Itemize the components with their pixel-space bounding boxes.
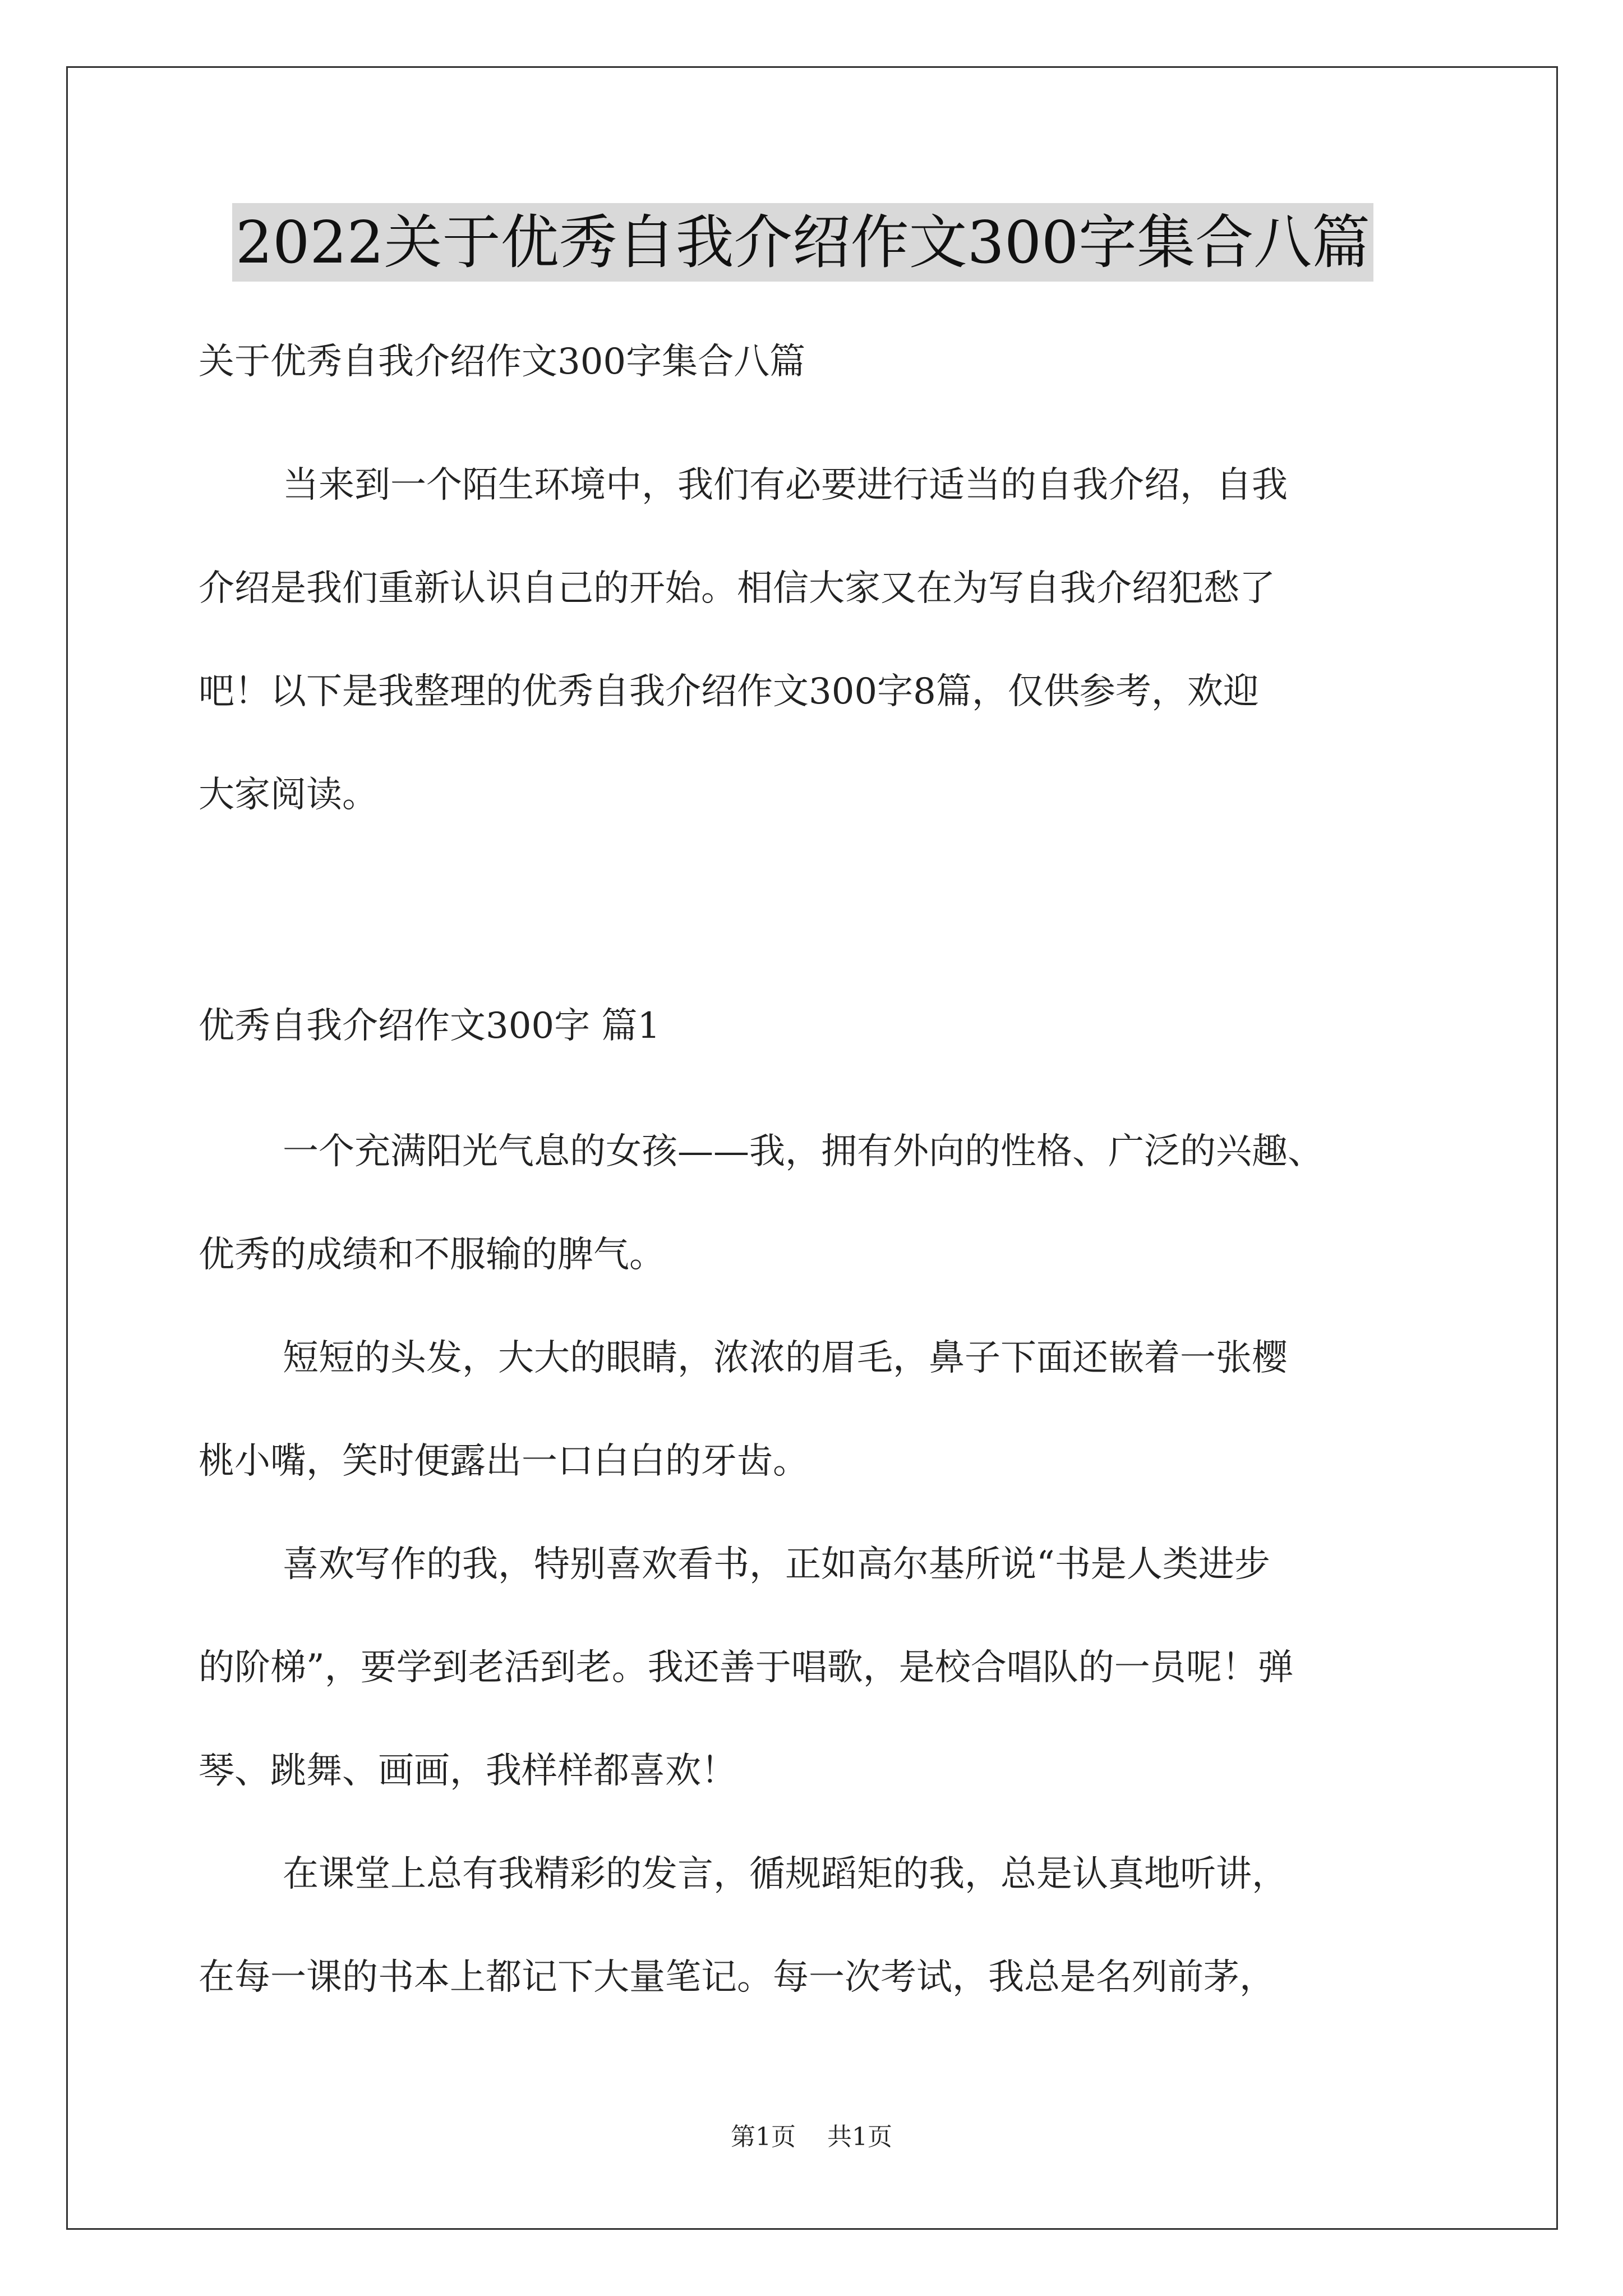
body-paragraph-line: 喜欢写作的我，特别喜欢看书，正如高尔基所说“书是人类进步 [283,1544,1270,1585]
intro-paragraph-line: 介绍是我们重新认识自己的开始。相信大家又在为写自我介绍犯愁了 [199,568,1275,609]
body-paragraph-line: 桃小嘴，笑时便露出一口白白的牙齿。 [199,1441,809,1482]
page-total: 共1页 [827,2123,892,2151]
document-title: 2022关于优秀自我介绍作文300字集合八篇 [232,203,1373,282]
body-paragraph-line: 优秀的成绩和不服输的脾气。 [199,1234,665,1276]
body-paragraph-line: 琴、跳舞、画画，我样样都喜欢！ [199,1750,737,1792]
subtitle-line: 关于优秀自我介绍作文300字集合八篇 [199,341,806,383]
body-paragraph-line: 的阶梯”，要学到老活到老。我还善于唱歌，是校合唱队的一员呢！弹 [199,1647,1294,1688]
page-number: 第1页 [731,2123,796,2151]
body-paragraph-line: 在每一课的书本上都记下大量笔记。每一次考试，我总是名列前茅， [199,1957,1275,1998]
intro-paragraph-line: 吧！以下是我整理的优秀自我介绍作文300字8篇，仅供参考，欢迎 [199,671,1259,712]
body-paragraph-line: 一个充满阳光气息的女孩——我，拥有外向的性格、广泛的兴趣、 [283,1131,1324,1172]
body-paragraph-line: 短短的头发，大大的眼睛，浓浓的眉毛，鼻子下面还嵌着一张樱 [283,1337,1288,1379]
page-footer [0,2120,1623,2154]
section-heading: 优秀自我介绍作文300字 篇1 [199,1005,661,1047]
intro-paragraph-line: 当来到一个陌生环境中，我们有必要进行适当的自我介绍，自我 [283,464,1288,506]
body-paragraph-line: 在课堂上总有我精彩的发言，循规蹈矩的我，总是认真地听讲， [283,1853,1288,1895]
intro-paragraph-line: 大家阅读。 [199,774,378,816]
